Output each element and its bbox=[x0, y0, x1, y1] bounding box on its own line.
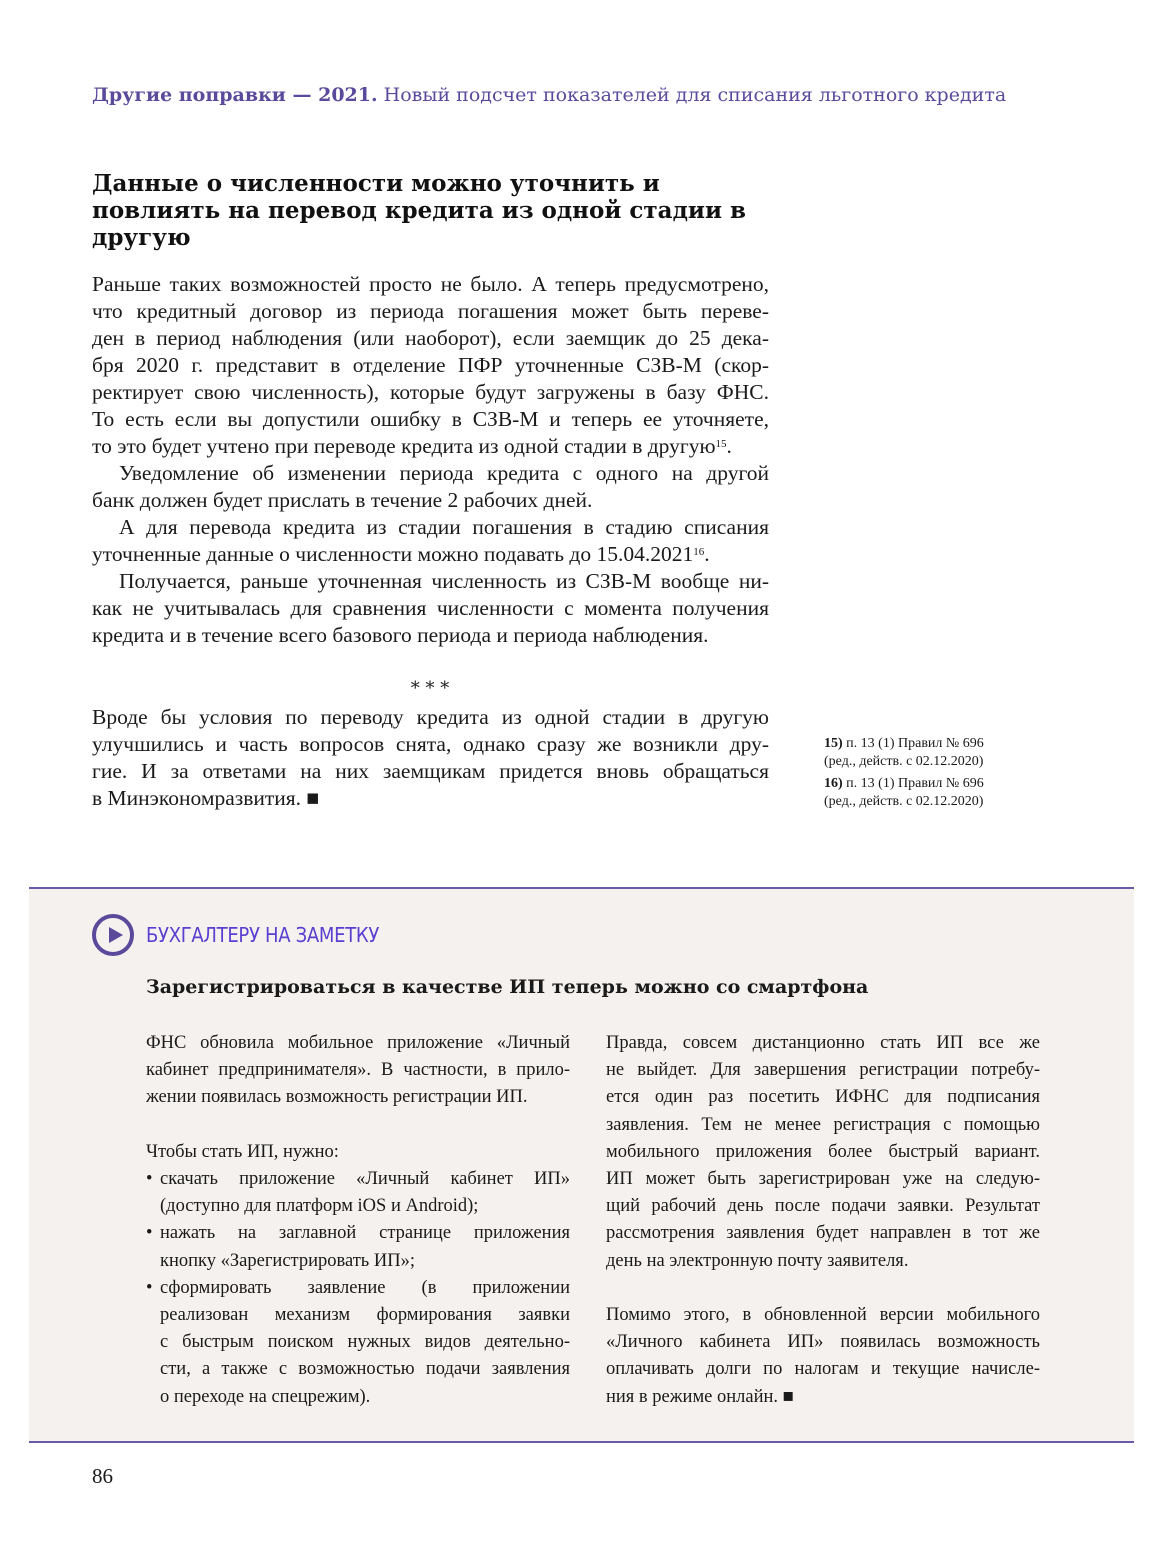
article-title: Данные о численности можно уточнить и повлиять на перевод кредита из одной стадии в другую bbox=[92, 170, 747, 251]
text-line bbox=[92, 379, 769, 406]
text-line bbox=[606, 1139, 1040, 1166]
line-text: кредита и в течение всего базового периода и периода наблюдения. bbox=[92, 623, 709, 647]
line-text: ется один раз посетить ИФНС для подписания bbox=[606, 1087, 1040, 1108]
line-text: ния в режиме онлайн. ■ bbox=[606, 1386, 794, 1407]
line-text: банк должен будет прислать в течение 2 рабочих дней. bbox=[92, 488, 593, 512]
line-text: Раньше таких возможностей просто не было. А теперь предусмотрено, bbox=[92, 272, 769, 296]
paragraph bbox=[606, 1030, 1040, 1275]
line-text: не выйдет. Для завершения регистрации потребу- bbox=[606, 1060, 1040, 1081]
footnote-number: 16) bbox=[824, 776, 843, 791]
footnote-ref: 16 bbox=[693, 546, 705, 558]
running-header bbox=[92, 84, 1006, 106]
line-text: Правда, совсем дистанционно стать ИП все же bbox=[606, 1033, 1040, 1053]
text-line bbox=[606, 1166, 1040, 1193]
text-line bbox=[92, 541, 769, 568]
punct: . bbox=[704, 542, 710, 566]
line-text: Чтобы стать ИП, нужно: bbox=[146, 1141, 339, 1162]
text-line bbox=[92, 298, 769, 325]
text-line bbox=[606, 1384, 1040, 1411]
text-line: о переходе на спецрежим). bbox=[160, 1386, 371, 1407]
footnote-ref: 15 bbox=[715, 438, 727, 450]
note-left-column bbox=[146, 1030, 570, 1411]
text-line bbox=[92, 406, 769, 433]
text-line: скачать приложение «Личный кабинет ИП» bbox=[160, 1169, 570, 1189]
line-text: что кредитный договор из периода погашения может быть переве- bbox=[92, 299, 769, 323]
text-line bbox=[606, 1302, 1040, 1329]
text-line bbox=[92, 595, 769, 622]
line-text: улучшились и часть вопросов снята, однако сразу же возникли дру- bbox=[92, 732, 769, 756]
line-text: день на электронную почту заявителя. bbox=[606, 1250, 909, 1271]
text-line bbox=[606, 1112, 1040, 1139]
line-text: Получается, раньше уточненная численность из СЗВ-М вообще ни- bbox=[119, 569, 769, 593]
footnote-text: (ред., действ. с 02.12.2020) bbox=[824, 794, 984, 809]
bullet-item bbox=[146, 1166, 570, 1220]
line-text: уточненные данные о численности можно подавать до 15.04.2021 bbox=[92, 542, 694, 566]
line-text: А для перевода кредита из стадии погашения в стадию списания bbox=[119, 515, 769, 539]
text-line: кнопку «Зарегистрировать ИП»; bbox=[160, 1250, 415, 1271]
line-text: Уведомление об изменении периода кредита с одного на другой bbox=[119, 461, 769, 485]
note-title: Зарегистрироваться в качестве ИП теперь можно со смартфона bbox=[146, 976, 869, 998]
text-line bbox=[92, 731, 769, 758]
bullet-icon: • bbox=[146, 1169, 153, 1189]
section-name: Другие поправки — 2021. bbox=[92, 84, 378, 106]
text-line: реализован механизм формирования заявки bbox=[160, 1305, 570, 1326]
text-line: сти, а также с возможностью подачи заявления bbox=[160, 1359, 570, 1380]
paragraph bbox=[146, 1030, 570, 1112]
text-line bbox=[606, 1329, 1040, 1356]
line-text: «Личного кабинета ИП» появилась возможность bbox=[606, 1332, 1040, 1353]
footnote-number: 15) bbox=[824, 736, 843, 751]
paragraph bbox=[92, 514, 769, 568]
punct: . bbox=[726, 434, 732, 458]
text-line bbox=[146, 1057, 570, 1084]
text-line bbox=[606, 1030, 1040, 1057]
text-line bbox=[92, 433, 769, 460]
line-text: ФНС обновила мобильное приложение «Личный bbox=[146, 1033, 570, 1053]
line-text: рассмотрения заявления будет направлен в тот же bbox=[606, 1223, 1040, 1244]
line-text: Вроде бы условия по переводу кредита из одной стадии в другую bbox=[92, 705, 769, 729]
line-text: гие. И за ответами на них заемщикам придется вновь обращаться bbox=[92, 759, 769, 783]
footnote-text: п. 13 (1) Правил № 696 bbox=[842, 736, 984, 751]
line-text: как не учитывалась для сравнения численности с момента получения bbox=[92, 596, 769, 620]
text-line: (доступно для платформ iOS и Android); bbox=[160, 1196, 479, 1217]
text-line bbox=[92, 514, 769, 541]
play-circle-icon bbox=[92, 914, 134, 956]
line-text: ден в период наблюдения (или наоборот), если заемщик до 25 дека- bbox=[92, 326, 769, 350]
text-line bbox=[92, 487, 769, 514]
paragraph bbox=[92, 460, 769, 514]
note-right-column bbox=[606, 1030, 1040, 1411]
section-subtitle: Новый подсчет показателей для списания льготного кредита bbox=[377, 84, 1007, 106]
paragraph bbox=[92, 568, 769, 649]
paragraph bbox=[92, 704, 769, 812]
footnotes bbox=[824, 735, 984, 811]
footnote bbox=[824, 775, 984, 811]
text-line bbox=[92, 785, 769, 812]
text-line bbox=[146, 1030, 570, 1057]
text-line bbox=[606, 1356, 1040, 1383]
text-line bbox=[92, 704, 769, 731]
line-text: щий рабочий день после подачи заявки. Результат bbox=[606, 1196, 1040, 1217]
text-line bbox=[92, 622, 769, 649]
paragraph bbox=[146, 1139, 570, 1166]
bullet-icon: • bbox=[146, 1277, 153, 1298]
note-label: БУХГАЛТЕРУ НА ЗАМЕТКУ bbox=[146, 923, 380, 947]
footnote-text: (ред., действ. с 02.12.2020) bbox=[824, 754, 984, 769]
bullet-icon: • bbox=[146, 1223, 153, 1244]
paragraph bbox=[606, 1302, 1040, 1411]
line-text: оплачивать долги по налогам и текущие начисле- bbox=[606, 1359, 1040, 1380]
text-line bbox=[606, 1193, 1040, 1220]
footnote-text: п. 13 (1) Правил № 696 bbox=[842, 776, 984, 791]
line-text: в Минэкономразвития. ■ bbox=[92, 786, 320, 810]
text-line bbox=[606, 1057, 1040, 1084]
text-line bbox=[92, 758, 769, 785]
line-text: бря 2020 г. представит в отделение ПФР уточненные СЗВ-М (скор- bbox=[92, 353, 769, 377]
text-line bbox=[606, 1248, 1040, 1275]
text-line bbox=[92, 568, 769, 595]
text-line: сформировать заявление (в приложении bbox=[160, 1277, 570, 1298]
text-line bbox=[146, 1084, 570, 1111]
line-text: жении появилась возможность регистрации ИП. bbox=[146, 1087, 528, 1108]
bullet-item bbox=[146, 1220, 570, 1274]
text-line bbox=[92, 271, 769, 298]
text-line bbox=[146, 1139, 570, 1166]
paragraph-gap bbox=[146, 1112, 570, 1139]
page-number: 86 bbox=[92, 1464, 113, 1488]
line-text: то это будет учтено при переводе кредита из одной стадии в другую bbox=[92, 434, 716, 458]
separator: * * * bbox=[410, 678, 450, 699]
text-line: нажать на заглавной странице приложения bbox=[160, 1223, 570, 1244]
article-body bbox=[92, 271, 769, 649]
line-text: Помимо этого, в обновленной версии мобильного bbox=[606, 1305, 1040, 1326]
text-line: с быстрым поиском нужных видов деятельно- bbox=[160, 1332, 570, 1353]
line-text: То есть если вы допустили ошибку в СЗВ-М и теперь ее уточняете, bbox=[92, 407, 769, 431]
line-text: заявления. Тем не менее регистрация с помощью bbox=[606, 1114, 1040, 1135]
bullet-item bbox=[146, 1275, 570, 1411]
line-text: ИП может быть зарегистрирован уже на следую- bbox=[606, 1169, 1040, 1190]
footnote bbox=[824, 735, 984, 771]
article-closing bbox=[92, 704, 769, 812]
line-text: ректирует свою численность), которые будут загружены в базу ФНС. bbox=[92, 380, 769, 404]
paragraph bbox=[92, 271, 769, 460]
paragraph-gap bbox=[606, 1275, 1040, 1302]
text-line bbox=[606, 1084, 1040, 1111]
text-line bbox=[92, 325, 769, 352]
text-line bbox=[92, 352, 769, 379]
text-line bbox=[92, 460, 769, 487]
line-text: мобильного приложения более быстрый вариант. bbox=[606, 1141, 1040, 1162]
text-line bbox=[606, 1220, 1040, 1247]
line-text: кабинет предпринимателя». В частности, в прило- bbox=[146, 1060, 570, 1081]
